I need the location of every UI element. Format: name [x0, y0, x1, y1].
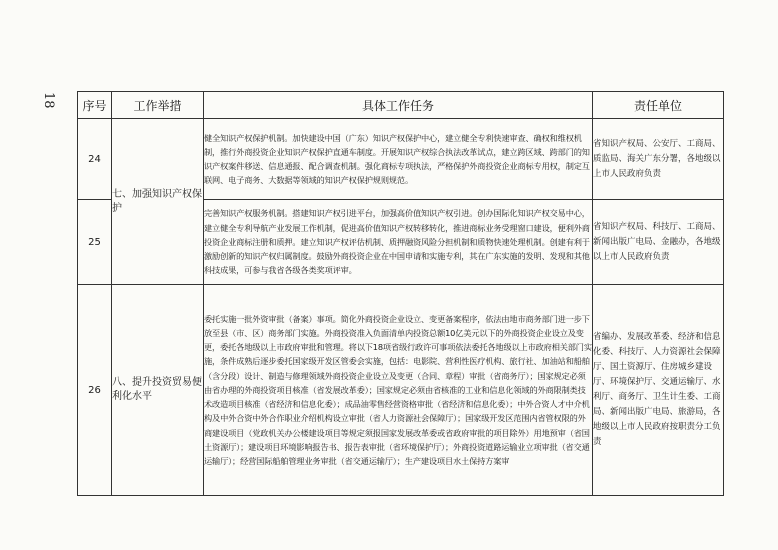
- row-measure: 八、提升投资贸易便利化水平: [112, 285, 204, 496]
- row-no: 24: [78, 119, 112, 200]
- row-task: 健全知识产权保护机制。加快建设中国（广东）知识产权保护中心，建立健全专利快速审查、确权和维权机制，推行外商投资企业知识产权保护直通车制度。开展知识产权综合执法改革试点，建立跨区域、跨部门的知识产权案件移送、信息通报、配合调查机制。强化商标专项执法，严格保护外商投资企业商标专用权，制定互联网、电子商务、大数据等领域的知识产权保护规则规范。: [204, 119, 593, 200]
- header-no: 序号: [78, 92, 112, 119]
- row-no: 26: [78, 285, 112, 496]
- row-unit: 省知识产权局、公安厅、工商局、质监局、海关广东分署，各地级以上市人民政府负责: [593, 119, 724, 200]
- table-row: [78, 119, 724, 200]
- page-number-text: 18: [41, 92, 56, 109]
- table-header-row: [78, 92, 724, 119]
- row-unit: 省知识产权局、科技厅、工商局、新闻出版广电局、金融办，各地级以上市人民政府负责: [593, 200, 724, 285]
- row-task: 委托实施一批外资审批（备案）事项。简化外商投资企业设立、变更备案程序，依法由地市商务部门进一步下放至县（市、区）商务部门实施。外商投资准入负面清单内投资总额10亿美元以下的外商投资企业设立及变更，委托各地级以上市政府审批和管理。将以下18项省级行政许可事项依法委托各地级以上市政府相关部门实施，条件成熟后逐步委托国家级开发区管委会实施，包括：电影院、营利性医疗机构、旅行社、加油站和船舶（含分段）设计、制造与修理领域外商投资企业设立及变更（合同、章程）审批（省商务厅）；国家规定必须由省办理的外商投资项目核准（省发展改革委）；国家规定必须由省核准的工业和信息化领域的外商限制类技术改造项目核准（省经济和信息化委）；成品油零售经营资格审批（省经济和信息化委）；中外合资人才中介机构及中外合资中外合作职业介绍机构设立审批（省人力资源社会保障厅）；国家级开发区范围内省管权限的外商建设项目（党政机关办公楼建设项目等规定须报国家发展改革委或省政府审批的项目除外）用地预审（省国土资源厅）；建设项目环境影响报告书、报告表审批（省环境保护厅）；外商投资道路运输业立项审批（省交通运输厅）；经营国际船舶管理业务审批（省交通运输厅）；生产建设项目水土保持方案审: [204, 285, 593, 496]
- row-no: 25: [78, 200, 112, 285]
- page-number: [40, 92, 56, 109]
- row-unit: 省编办、发展改革委、经济和信息化委、科技厅、人力资源社会保障厅、国土资源厅、住房城乡建设厅、环境保护厅、交通运输厅、水利厅、商务厅、卫生计生委、工商局、新闻出版广电局、旅游局，各地级以上市人民政府按职责分工负责: [593, 285, 724, 496]
- header-task: 具体工作任务: [204, 92, 593, 119]
- header-unit: 责任单位: [593, 92, 724, 119]
- row-measure: 七、加强知识产权保护: [112, 119, 204, 285]
- row-task: 完善知识产权服务机制。搭建知识产权引进平台，加强高价值知识产权引进。创办国际化知识产权交易中心，建立健全专利导航产业发展工作机制，促进高价值知识产权转移转化，推进商标业务受理窗口建设，便利外商投资企业商标注册和质押。建立知识产权评估机制、质押融资风险分担机制和质物快速处理机制。创建有利于激励创新的知识产权归属制度。鼓励外商投资企业在中国申请和实施专利，其在广东实施的发明、发现和其他科技成果，可参与我省各级各类奖项评审。: [204, 200, 593, 285]
- task-table: [77, 91, 724, 496]
- table-row: [78, 285, 724, 496]
- header-measure: 工作举措: [112, 92, 204, 119]
